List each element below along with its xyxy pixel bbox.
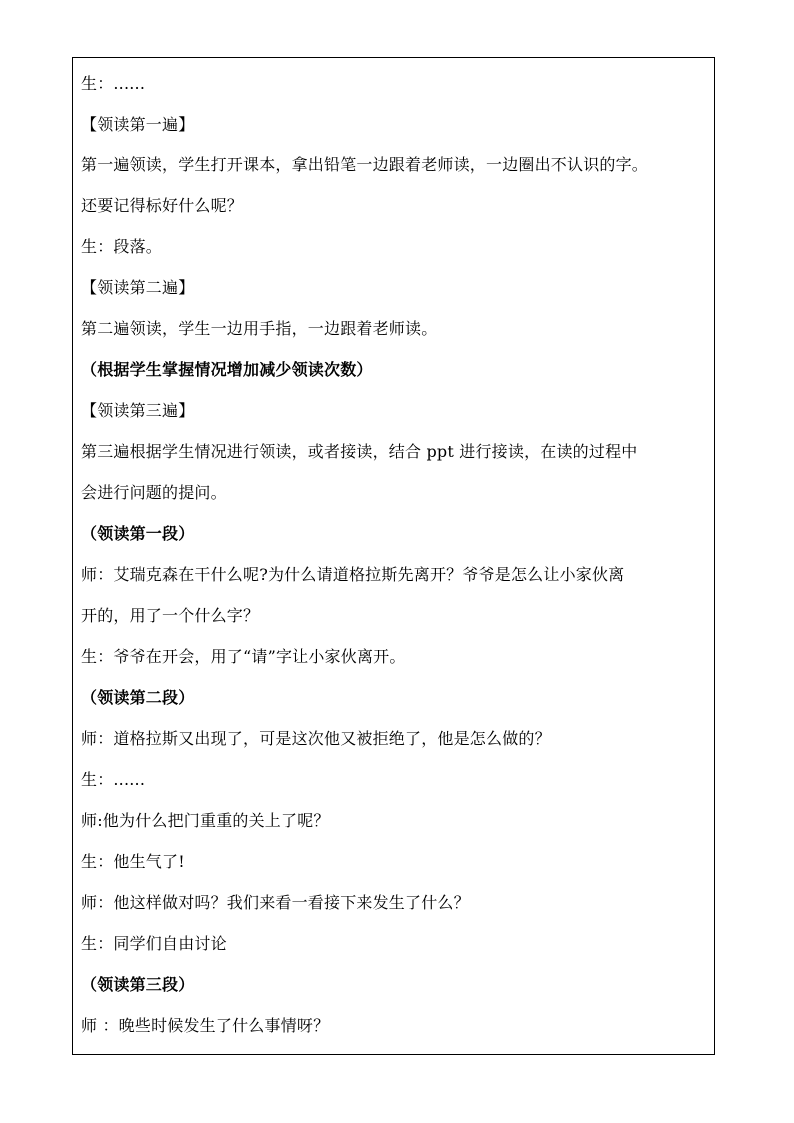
text-line-13: 师：艾瑞克森在干什么呢?为什么请道格拉斯先离开？爷爷是怎么让小家伙离 (81, 565, 625, 584)
text-line-10: 第三遍根据学生情况进行领读，或者接读，结合 ppt 进行接读，在读的过程中 (81, 442, 638, 461)
text-line-16: （领读第二段） (81, 688, 195, 707)
text-line-15: 生：爷爷在开会，用了“请”字让小家伙离开。 (81, 647, 406, 666)
text-line-14: 开的，用了一个什么字？ (81, 606, 260, 625)
text-line-21: 师：他这样做对吗？我们来看一看接下来发生了什么？ (81, 893, 470, 912)
text-line-23: （领读第三段） (81, 975, 195, 994)
text-line-9: 【领读第三遍】 (81, 401, 195, 420)
text-line-7: 第二遍领读，学生一边用手指，一边跟着老师读。 (81, 319, 438, 338)
text-line-20: 生：他生气了! (81, 852, 185, 871)
text-line-11: 会进行问题的提问。 (81, 483, 227, 502)
text-line-1: 生：...... (81, 74, 146, 93)
text-line-5: 生：段落。 (81, 237, 163, 256)
text-line-19: 师:他为什么把门重重的关上了呢？ (81, 811, 330, 830)
text-line-12: （领读第一段） (81, 524, 195, 543)
lesson-table-cell (72, 57, 715, 1055)
text-line-2: 【领读第一遍】 (81, 115, 195, 134)
text-line-22: 生：同学们自由讨论 (81, 934, 227, 953)
text-line-6: 【领读第二遍】 (81, 278, 195, 297)
text-line-24: 师 ：晚些时候发生了什么事情呀？ (81, 1016, 330, 1035)
text-line-8: （根据学生掌握情况增加减少领读次数） (81, 360, 373, 379)
text-line-18: 生：...... (81, 770, 146, 789)
text-line-4: 还要记得标好什么呢？ (81, 196, 244, 215)
text-line-3: 第一遍领读，学生打开课本，拿出铅笔一边跟着老师读，一边圈出不认识的字。 (81, 155, 649, 174)
text-line-17: 师：道格拉斯又出现了，可是这次他又被拒绝了，他是怎么做的？ (81, 729, 551, 748)
